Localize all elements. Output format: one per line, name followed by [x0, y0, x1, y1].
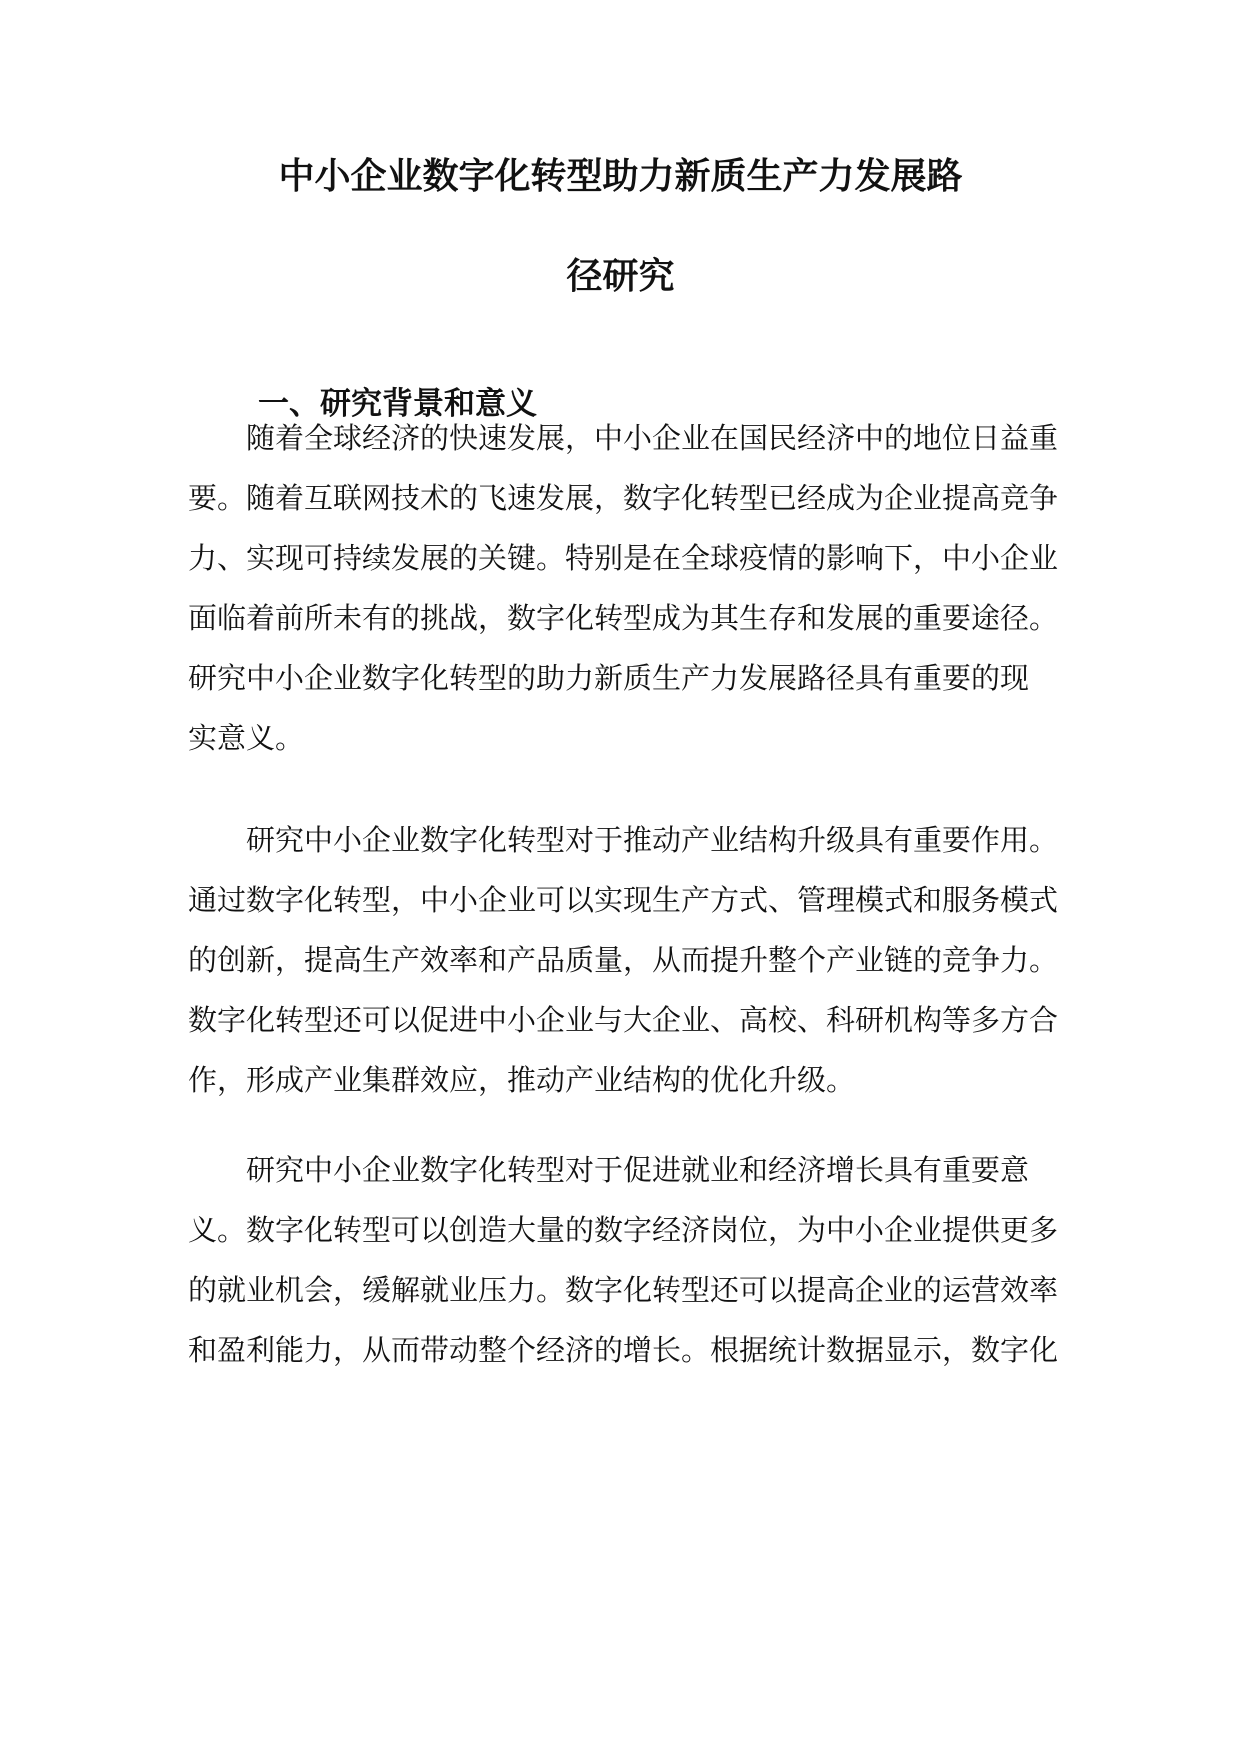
paragraph-1-line-4: 面临着前所未有的挑战，数字化转型成为其生存和发展的重要途径。 [188, 601, 1059, 635]
paragraph-2-line-5: 作，形成产业集群效应，推动产业结构的优化升级。 [188, 1063, 856, 1097]
paragraph-3-line-2: 义。数字化转型可以创造大量的数字经济岗位，为中小企业提供更多 [188, 1213, 1059, 1247]
paragraph-1-line-6: 实意义。 [188, 721, 305, 755]
paragraph-3-line-3: 的就业机会，缓解就业压力。数字化转型还可以提高企业的运营效率 [188, 1273, 1059, 1307]
paragraph-2-line-2: 通过数字化转型，中小企业可以实现生产方式、管理模式和服务模式 [188, 883, 1059, 917]
document-title-line-1: 中小企业数字化转型助力新质生产力发展路 [278, 156, 963, 197]
paragraph-1-line-3: 力、实现可持续发展的关键。特别是在全球疫情的影响下，中小企业 [188, 541, 1059, 575]
paragraph-2-line-1: 研究中小企业数字化转型对于推动产业结构升级具有重要作用。 [246, 823, 1059, 857]
document-title-line-2: 径研究 [566, 256, 675, 297]
paragraph-1-line-5: 研究中小企业数字化转型的助力新质生产力发展路径具有重要的现 [188, 661, 1030, 695]
paragraph-3-line-4: 和盈利能力，从而带动整个经济的增长。根据统计数据显示，数字化 [188, 1333, 1059, 1367]
paragraph-1-line-2: 要。随着互联网技术的飞速发展，数字化转型已经成为企业提高竞争 [188, 481, 1059, 515]
paragraph-1-line-1: 随着全球经济的快速发展，中小企业在国民经济中的地位日益重 [246, 421, 1059, 455]
paragraph-3-line-1: 研究中小企业数字化转型对于促进就业和经济增长具有重要意 [246, 1153, 1030, 1187]
paragraph-2-line-4: 数字化转型还可以促进中小企业与大企业、高校、科研机构等多方合 [188, 1003, 1059, 1037]
section-heading: 一、研究背景和意义 [258, 386, 537, 422]
paragraph-2-line-3: 的创新，提高生产效率和产品质量，从而提升整个产业链的竞争力。 [188, 943, 1059, 977]
